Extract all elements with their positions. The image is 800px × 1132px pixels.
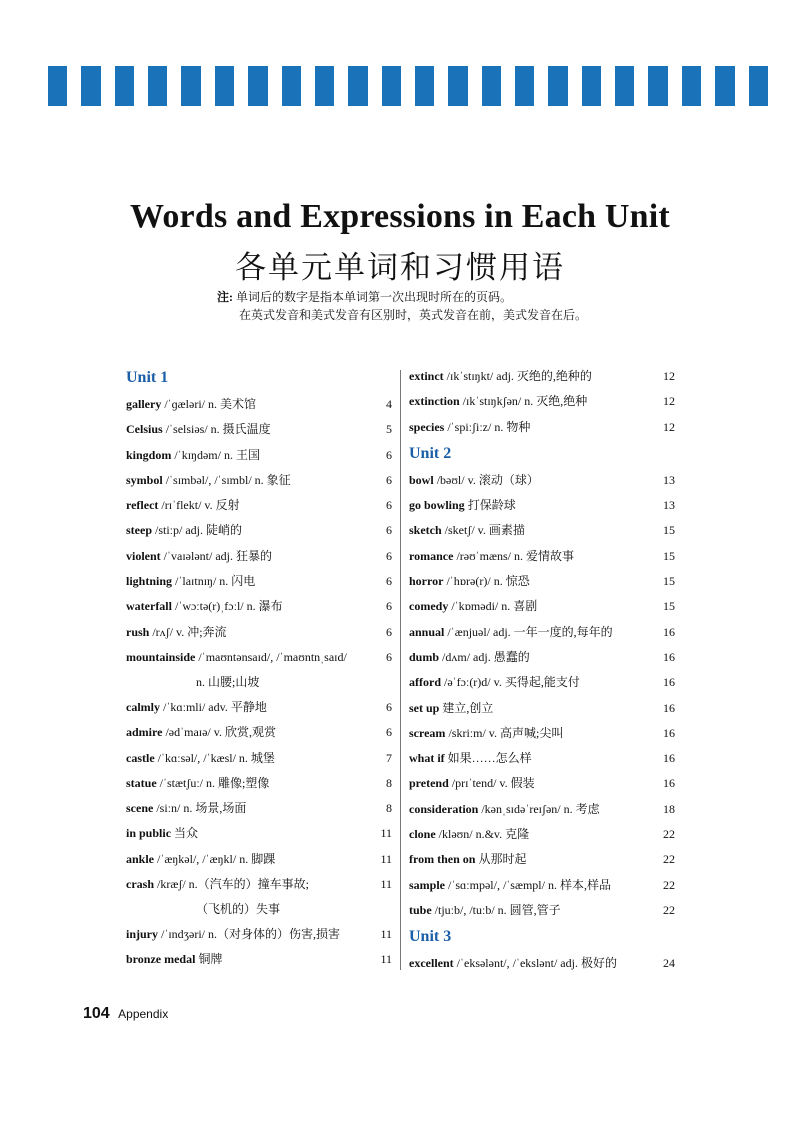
unit-heading: Unit 2 [409,444,452,462]
vocab-entry [409,746,675,771]
vocab-entry [409,797,675,822]
entry-text [409,797,653,822]
page-ref: 6 [386,699,392,714]
vocab-entry [409,898,675,923]
headword: comedy [409,599,449,614]
entry-text [126,947,370,972]
page-ref: 16 [663,675,675,690]
definition: /prɪˈtend/ v. 假装 [448,776,535,791]
entry-text [409,898,653,923]
definition: 当众 [171,826,199,841]
headword: tube [409,902,432,917]
page-ref: 6 [386,725,392,740]
vocab-entry [126,594,392,619]
headword: kingdom [126,447,172,462]
note-label: 注: [217,290,233,304]
decor-bar [382,66,401,106]
page-ref: 15 [663,523,675,538]
headword: waterfall [126,599,172,614]
left-column [126,364,392,973]
vocab-entry [409,721,675,746]
page-ref: 13 [663,472,675,487]
headword: annual [409,624,445,639]
definition: /ˈhɒrə(r)/ n. 惊恐 [443,574,530,589]
page-ref: 24 [663,956,675,971]
entry-text [126,417,370,442]
vocab-entry [409,670,675,695]
entry-text [126,746,370,771]
note-text-1: 单词后的数字是指本单词第一次出现时所在的页码。 [236,290,513,304]
vocab-entry [409,645,675,670]
decor-bar [548,66,567,106]
page-ref: 8 [386,801,392,816]
definition: /ɪkˈstɪŋkʃən/ n. 灭绝,绝种 [459,394,588,409]
page-ref: 6 [386,472,392,487]
headword: sample [409,877,445,892]
vocab-entry [409,389,675,414]
definition: /ˈsɑːmpəl/, /ˈsæmpl/ n. 样本,样品 [445,877,611,892]
page-ref: 11 [380,826,392,841]
headword: from then on [409,852,476,867]
entry-text [126,695,370,720]
vocab-entry [409,620,675,645]
definition: 建立,创立 [439,700,494,715]
decor-bar [682,66,701,106]
entry-text [409,951,653,976]
decor-bar [515,66,534,106]
definition: /skriːm/ v. 高声喊;尖叫 [445,725,564,740]
headword: extinction [409,394,460,409]
vocab-entry [126,771,392,796]
definition: /kləʊn/ n.&v. 克隆 [435,827,530,842]
entry-text [409,493,653,518]
headword: go bowling [409,498,465,513]
note [217,288,587,324]
page-ref: 6 [386,498,392,513]
page-ref: 16 [663,624,675,639]
vocab-entry [126,620,392,645]
entry-text [409,518,653,543]
headword: Celsius [126,422,163,437]
definition-continued: （飞机的）失事 [196,902,281,917]
definition: /ˈwɔːtə(r)ˌfɔːl/ n. 瀑布 [171,599,283,614]
page-ref: 16 [663,776,675,791]
headword: gallery [126,397,162,411]
headword: reflect [126,498,159,513]
entry-text [409,721,653,746]
page-ref: 6 [386,599,392,614]
vocab-entry [409,696,675,721]
vocab-entry [126,392,392,417]
decor-bar [148,66,167,106]
entry-text [126,518,370,543]
headword: species [409,419,445,434]
page-subtitle: 各单元单词和习惯用语 [235,250,565,286]
definition: /stiːp/ adj. 陡峭的 [152,523,243,538]
entry-text [126,468,370,493]
headword: symbol [126,472,163,487]
vocab-entry [126,922,392,947]
note-line-1 [217,288,587,306]
decor-bar [482,66,501,106]
vocab-entry [409,822,675,847]
page-ref: 6 [386,624,392,639]
definition: /dʌm/ adj. 愚蠢的 [439,649,530,664]
entry-text [126,594,370,619]
header-bars [48,66,768,106]
entry-text [126,392,370,417]
entry-list [126,392,392,973]
decor-bar [248,66,267,106]
decor-bar [415,66,434,106]
entry-list [409,364,675,440]
page-footer [83,1005,168,1023]
entry-text [409,544,653,569]
definition: /ˈmaʊntənsaɪd/, /ˈmaʊntnˌsaɪd/ [195,649,347,664]
page-ref: 22 [663,827,675,842]
definition: /ˈkɑːsəl/, /ˈkæsl/ n. 城堡 [154,750,275,765]
page-ref: 6 [386,548,392,563]
entry-text [126,720,370,745]
entry-text [126,544,370,569]
entry-text [126,443,370,468]
headword: admire [126,725,163,740]
entry-text [126,847,370,872]
definition: /ˈselsiəs/ n. 摄氏温度 [162,422,271,437]
column-divider [400,370,401,970]
definition: /tjuːb/, /tuːb/ n. 圆管,管子 [431,902,561,917]
headword: mountainside [126,649,196,664]
headword: pretend [409,776,449,791]
page-ref: 4 [386,397,392,411]
entry-text [409,468,653,493]
vocab-entry [409,594,675,619]
vocab-entry [409,544,675,569]
decor-bar [648,66,667,106]
headword: scene [126,801,154,816]
entry-text [126,645,370,695]
headword: afford [409,675,441,690]
page-ref: 11 [380,851,392,866]
page-ref: 16 [663,700,675,715]
entry-text [126,872,370,922]
entry-text [409,746,653,771]
vocab-entry [409,569,675,594]
headword: lightning [126,574,173,589]
page-ref: 12 [663,394,675,409]
definition: /ɪkˈstɪŋkt/ adj. 灭绝的,绝种的 [443,369,592,383]
decor-bar [715,66,734,106]
vocab-entry [126,518,392,543]
definition: /ˈstætʃuː/ n. 雕像;塑像 [156,775,270,790]
page-ref: 11 [380,927,392,942]
headword: statue [126,775,157,790]
headword: what if [409,751,445,766]
headword: ankle [126,851,155,866]
definition: /ˈspiːʃiːz/ n. 物种 [444,419,531,434]
entry-text [409,645,653,670]
definition-continued: n. 山腰;山坡 [196,674,260,689]
decor-bar [615,66,634,106]
vocab-entry [126,821,392,846]
vocab-entry [126,443,392,468]
vocab-entry [409,493,675,518]
page-ref: 22 [663,877,675,892]
entry-text [126,796,370,821]
vocab-entry [126,746,392,771]
vocab-entry [126,468,392,493]
headword: extinct [409,369,444,383]
headword: horror [409,574,444,589]
definition: /rəʊˈmæns/ n. 爱情故事 [453,548,575,563]
definition: /ədˈmaɪə/ v. 欣赏,观赏 [162,725,276,740]
definition: 打保龄球 [464,498,516,513]
decor-bar [448,66,467,106]
definition: /sketʃ/ v. 画素描 [441,523,525,538]
decor-bar [181,66,200,106]
headword: rush [126,624,150,639]
headword: castle [126,750,155,765]
definition: /siːn/ n. 场景,场面 [153,801,247,816]
definition: /ˈeksələnt/, /ˈekslənt/ adj. 极好的 [453,956,617,971]
vocab-entry [126,493,392,518]
entry-text [126,771,370,796]
entry-text [126,620,370,645]
entry-text [409,620,653,645]
entry-text [409,415,653,440]
page-ref: 6 [386,649,392,664]
note-text-2: 在英式发音和美式发音有区别时，英式发音在前，美式发音在后。 [239,308,588,322]
decor-bar [115,66,134,106]
entry-text [409,873,653,898]
vocab-entry [126,544,392,569]
headword: romance [409,548,454,563]
headword: bronze medal [126,952,196,967]
page-title: Words and Expressions in Each Unit [130,198,670,235]
vocab-entry [126,695,392,720]
vocab-entry [409,847,675,872]
entry-text [409,822,653,847]
vocab-entry [409,518,675,543]
page-ref: 6 [386,523,392,538]
entry-text [409,670,653,695]
page-ref: 15 [663,548,675,563]
decor-bar [215,66,234,106]
definition: /ˈsɪmbəl/, /ˈsɪmbl/ n. 象征 [162,472,291,487]
definition: /ˈkɑːmli/ adv. 平静地 [160,699,267,714]
page-ref: 22 [663,902,675,917]
vocab-entry [126,645,392,695]
vocab-entry [126,417,392,442]
entry-text [409,389,653,414]
decor-bar [282,66,301,106]
footer-label: Appendix [118,1007,169,1021]
vocab-entry [126,796,392,821]
vocab-entry [409,468,675,493]
entry-text [409,364,653,389]
definition: /əˈfɔː(r)d/ v. 买得起,能支付 [441,675,580,690]
vocab-entry [126,872,392,922]
page-ref: 8 [386,775,392,790]
page-ref: 16 [663,649,675,664]
page-ref: 12 [663,369,675,383]
entry-text [409,771,653,796]
headword: crash [126,877,154,892]
decor-bar [749,66,768,106]
definition: /ˈɪndʒəri/ n.（对身体的）伤害,损害 [158,927,340,942]
unit-heading: Unit 3 [409,928,452,946]
definition: /ˈænjuəl/ adj. 一年一度的,每年的 [444,624,613,639]
definition: 从那时起 [475,852,527,867]
page-ref: 18 [663,801,675,816]
decor-bar [582,66,601,106]
page-ref: 6 [386,574,392,589]
decor-bar [48,66,67,106]
definition: /rɪˈflekt/ v. 反射 [158,498,240,513]
entry-text [409,569,653,594]
unit-heading: Unit 1 [126,369,169,386]
headword: in public [126,826,172,841]
entry-text [409,594,653,619]
headword: calmly [126,699,160,714]
entry-text [126,493,370,518]
headword: excellent [409,956,454,971]
entry-text [409,847,653,872]
definition: /ˈæŋkəl/, /ˈæŋkl/ n. 脚踝 [154,851,276,866]
page-ref: 11 [380,877,392,892]
vocab-entry [409,951,675,976]
page-ref: 5 [386,422,392,437]
definition: /kənˌsɪdəˈreɪʃən/ n. 考虑 [478,801,600,816]
entry-text [126,569,370,594]
definition: /bəʊl/ v. 滚动（球） [433,472,539,487]
entry-list [409,951,675,976]
decor-bar [81,66,100,106]
vocab-entry [409,415,675,440]
vocab-entry [126,847,392,872]
decor-bar [348,66,367,106]
headword: set up [409,700,440,715]
definition: 如果……怎么样 [444,751,532,766]
headword: violent [126,548,161,563]
page-ref: 11 [380,952,392,967]
definition: /kræʃ/ n.（汽车的）撞车事故; [154,877,309,892]
headword: scream [409,725,446,740]
vocab-entry [126,569,392,594]
entry-list [409,468,675,923]
right-column [409,364,675,977]
definition: 铜牌 [195,952,223,967]
headword: sketch [409,523,442,538]
page-ref: 15 [663,599,675,614]
page-ref: 16 [663,725,675,740]
page-ref: 13 [663,498,675,513]
headword: bowl [409,472,434,487]
entry-text [126,821,370,846]
definition: /ˈlaɪtnɪŋ/ n. 闪电 [172,574,256,589]
page-ref: 22 [663,852,675,867]
headword: steep [126,523,152,538]
entry-text [126,922,370,947]
headword: dumb [409,649,440,664]
vocab-entry [126,947,392,972]
vocab-entry [409,364,675,389]
definition: /ˈɡæləri/ n. 美术馆 [161,397,256,411]
vocab-entry [126,720,392,745]
vocab-entry [409,771,675,796]
page-ref: 7 [386,750,392,765]
headword: injury [126,927,159,942]
page-number: 104 [83,1005,110,1022]
definition: /ˈvaɪələnt/ adj. 狂暴的 [160,548,272,563]
page-ref: 6 [386,447,392,462]
entry-text [409,696,653,721]
page-ref: 16 [663,751,675,766]
headword: consideration [409,801,479,816]
definition: /rʌʃ/ v. 冲;奔流 [149,624,227,639]
decor-bar [315,66,334,106]
page-ref: 15 [663,574,675,589]
definition: /ˈkɪŋdəm/ n. 王国 [171,447,260,462]
vocab-entry [409,873,675,898]
page-ref: 12 [663,419,675,434]
headword: clone [409,827,436,842]
definition: /ˈkɒmədi/ n. 喜剧 [448,599,538,614]
